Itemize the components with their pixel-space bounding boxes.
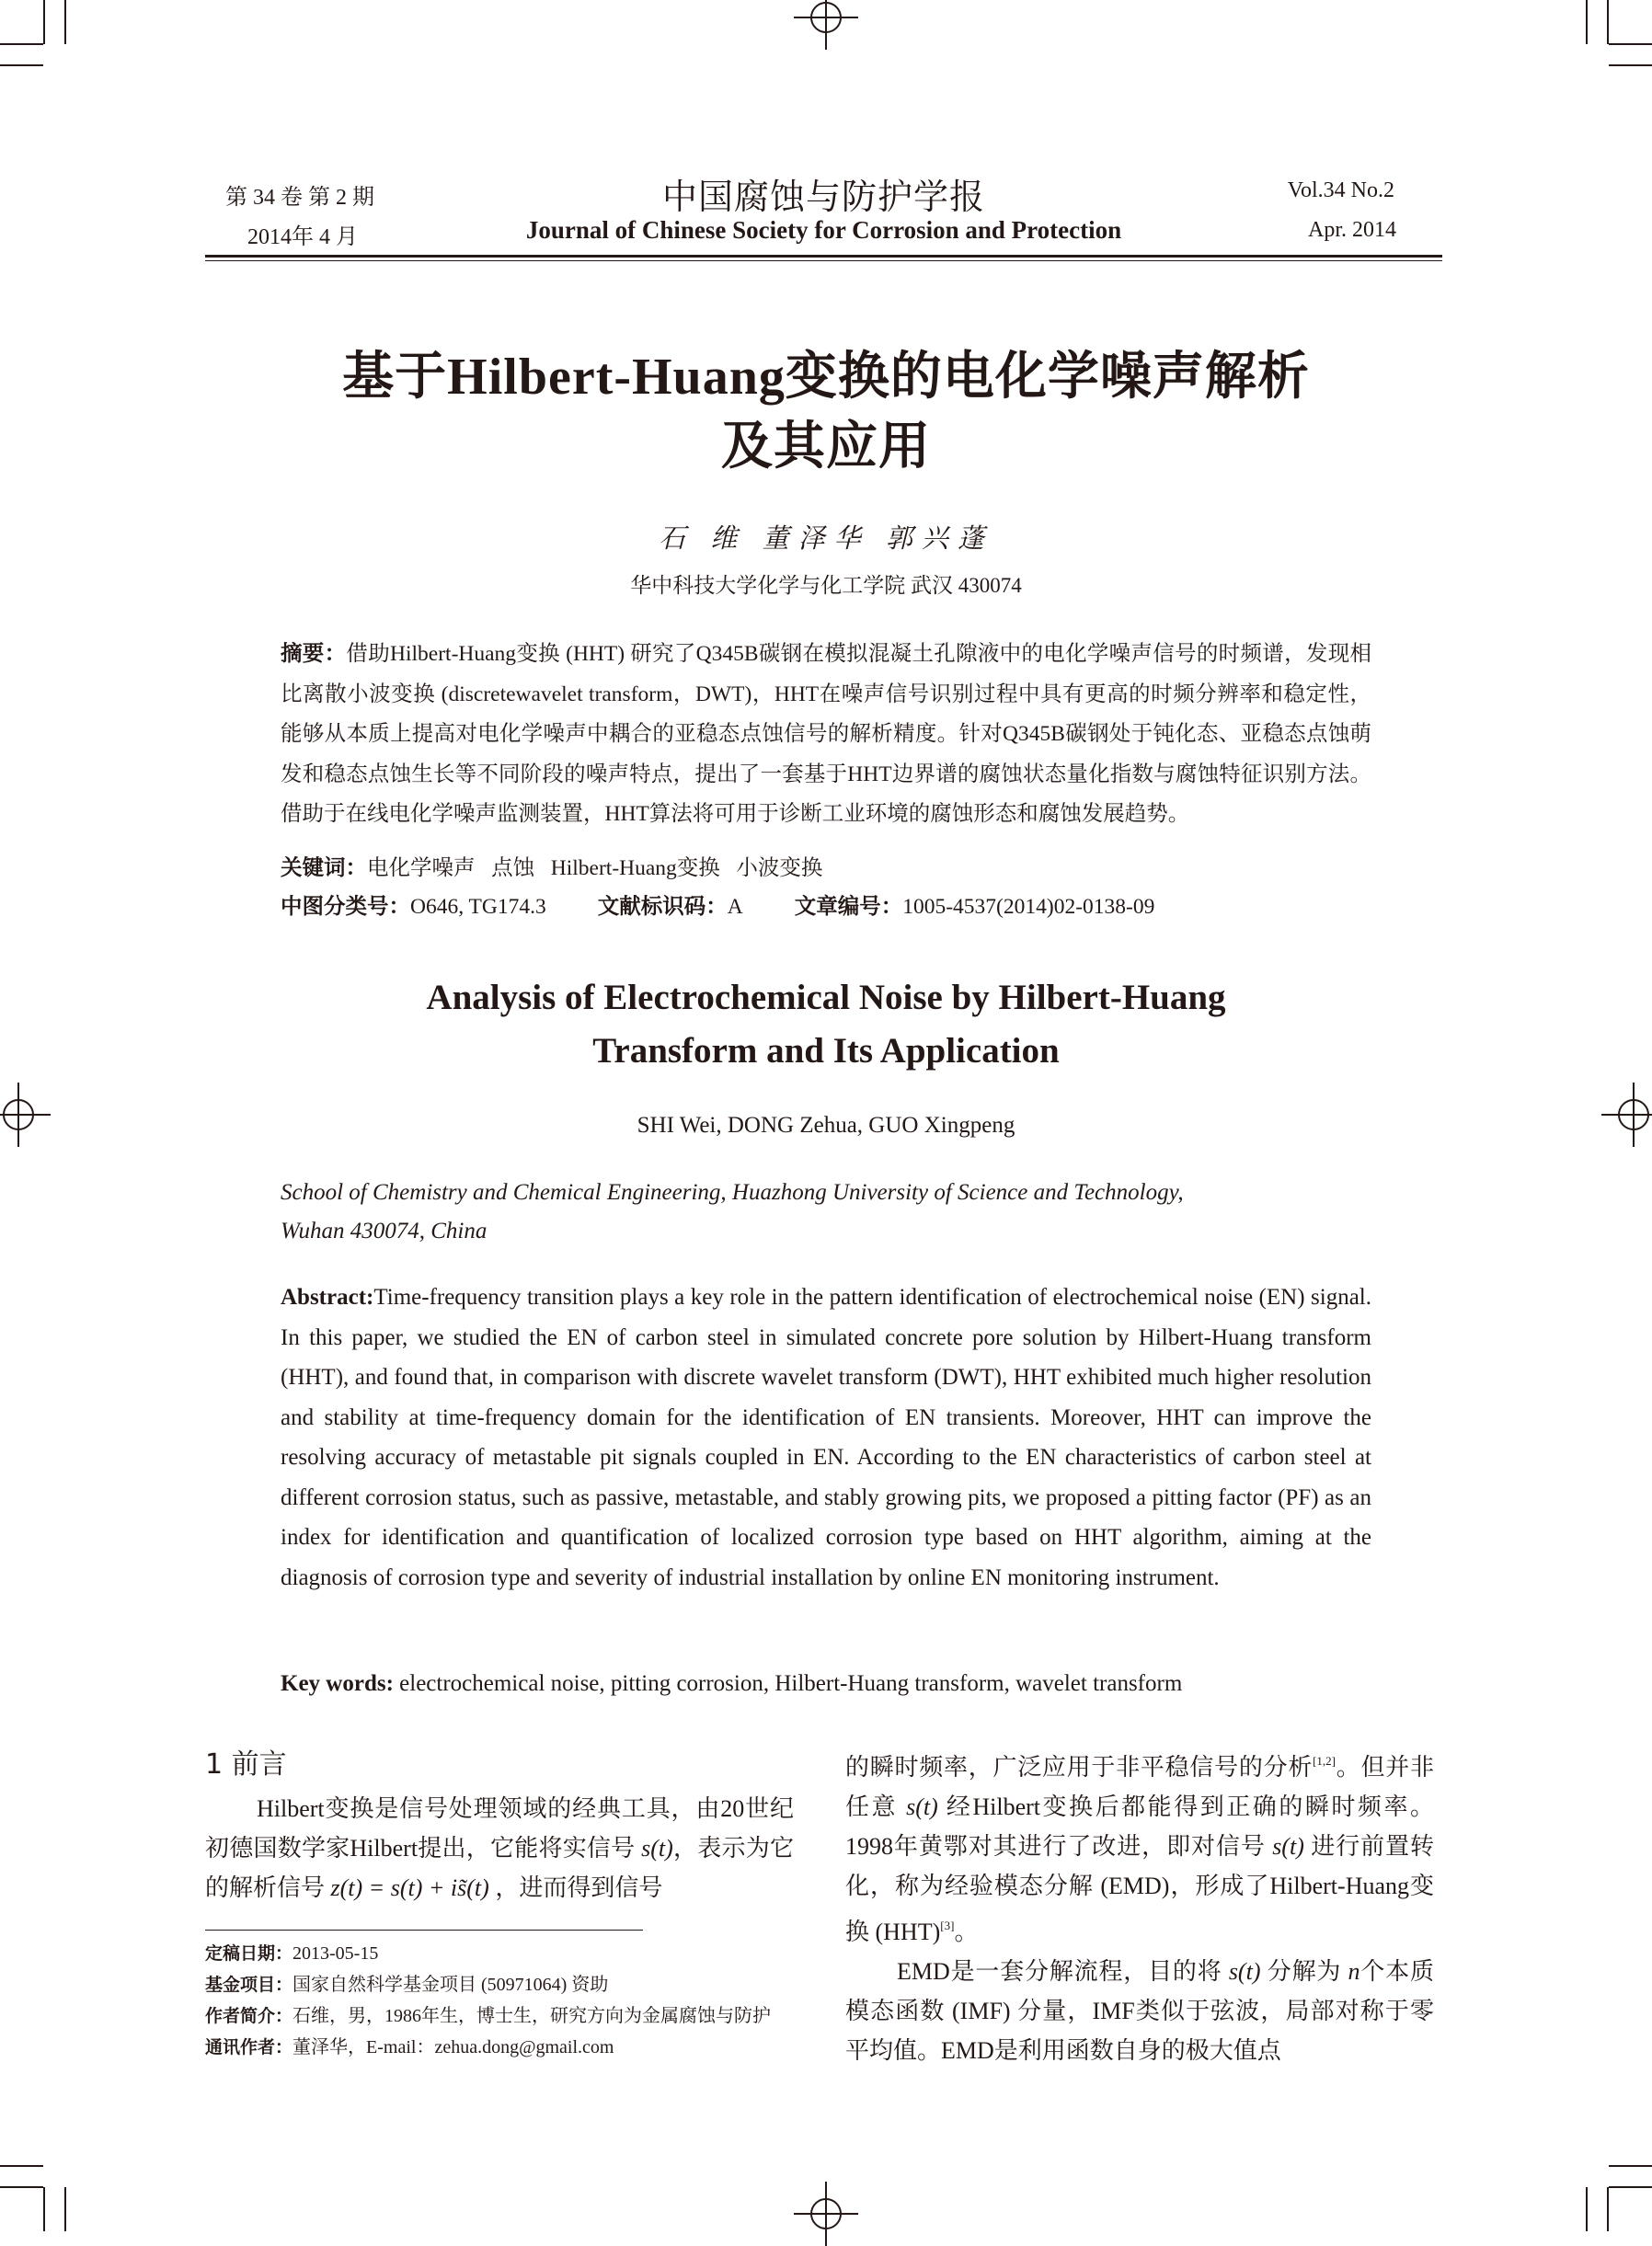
crop-mark: [64, 0, 66, 44]
footnote-item: [205, 2000, 771, 2032]
text-run: 。: [954, 1919, 979, 1945]
body-column-left: [205, 1741, 794, 1908]
crop-mark: [43, 2187, 45, 2231]
running-header: [205, 170, 1442, 255]
abstract-cn-text: 借助Hilbert-Huang变换 (HHT) 研究了Q345B碳钢在模拟混凝土孔隙液中的电化学噪声信号的时频谱，发现相比离散小波变换 (discretewavelet transform，DWT)，HHT在噪声信号识别过程中具有更高的时频分辨率和稳定性，能够从本质上提高对电化学噪声中耦合的亚稳态点蚀信号的解析精度。针对Q345B碳钢处于钝化态、亚稳态点蚀萌发和稳态点蚀生长等不同阶段的噪声特点，提出了一套基于HHT边界谱的腐蚀状态量化指数与腐蚀特征识别方法。借助于在线电化学噪声监测装置，HHT算法将可用于诊断工业环境的腐蚀形态和腐蚀发展趋势。: [281, 642, 1371, 826]
title-en-line1: Analysis of Electrochemical Noise by Hilbert-Huang: [426, 978, 1226, 1017]
doc-code-value: A: [727, 895, 743, 919]
classification-line: [281, 888, 1154, 920]
authors-cn: 石 维 董泽华 郭兴蓬: [659, 524, 993, 554]
text-run: EMD是一套分解流程，目的将: [897, 1958, 1229, 1985]
footnote-item: [205, 2032, 771, 2063]
crop-mark: [1607, 0, 1609, 44]
affiliation-en: [281, 1174, 1384, 1251]
keywords-cn-label: 关键词：: [281, 856, 367, 880]
crop-mark: [0, 2186, 43, 2188]
keywords-cn: [281, 850, 822, 881]
abstract-en-label: Abstract:: [281, 1285, 374, 1310]
article-no-label: 文章编号：: [794, 895, 903, 919]
header-rule: [205, 255, 1442, 258]
article-title-en: [0, 971, 1652, 1078]
footnote-item: [205, 1969, 771, 2000]
affiliation-en-line2: Wuhan 430074, China: [281, 1219, 488, 1243]
keywords-en-label: Key words:: [281, 1671, 394, 1696]
abstract-cn-label: 摘要：: [281, 642, 347, 666]
footnote-label: 通讯作者：: [205, 2037, 293, 2057]
registration-mark-icon: [794, 0, 858, 50]
date-cn: 2014年 4 月: [247, 225, 358, 249]
crop-mark: [43, 0, 45, 44]
body-column-right: [845, 1741, 1434, 2070]
footnote-label: 作者简介：: [205, 2006, 293, 2026]
title-en-line2: Transform and Its Application: [592, 1031, 1060, 1071]
math-expression: s(t): [1272, 1833, 1304, 1860]
text-run: 的瞬时频率，广泛应用于非平稳信号的分析: [845, 1754, 1314, 1781]
paragraph: [205, 1789, 794, 1908]
volume-issue-cn: 第 34 卷 第 2 期: [225, 186, 374, 210]
clc-value: O646, TG174.3: [410, 895, 546, 919]
citation: [3]: [940, 1919, 955, 1932]
text-run: 经Hilbert变换后都能得到正确的瞬时频率。1998年黄鄂对其进行了改进，即对信号: [845, 1793, 1434, 1860]
footnote-value: 2013-05-15: [293, 1943, 379, 1964]
crop-mark: [1609, 64, 1652, 66]
affiliation-en-line1: School of Chemistry and Chemical Engineering, Huazhong University of Science and Technology,: [281, 1180, 1184, 1205]
text-run: 个本质模态函数 (IMF) 分量，IMF类似于弦波，局部对称于零平均值。EMD是利用函数自身的极大值点: [845, 1958, 1434, 2064]
title-cn-line2: 及其应用: [721, 418, 931, 476]
footnote-label: 定稿日期：: [205, 1943, 293, 1964]
crop-mark: [1586, 2187, 1588, 2231]
keywords-en: [281, 1671, 1182, 1697]
footnote-label: 基金项目：: [205, 1975, 293, 1995]
math-expression: n: [1348, 1958, 1360, 1985]
crop-mark: [1609, 43, 1652, 45]
crop-mark: [64, 2187, 66, 2231]
authors-en: SHI Wei, DONG Zehua, GUO Xingpeng: [637, 1113, 1015, 1138]
crop-mark: [0, 2165, 43, 2167]
text-run: 。但并非任意: [845, 1754, 1434, 1820]
text-run: Hilbert变换是信号处理领域的经典工具，由20世纪初德国数学家Hilbert提出，它能将实信号: [205, 1795, 794, 1862]
title-cn-line1: 基于Hilbert-Huang变换的电化学噪声解析: [342, 349, 1310, 406]
paragraph: [845, 1952, 1434, 2070]
crop-mark: [0, 43, 43, 45]
keywords-en-text: electrochemical noise, pitting corrosion, Hilbert-Huang transform, wavelet transform: [393, 1671, 1183, 1696]
abstract-en: [281, 1278, 1371, 1598]
footnote-rule: [205, 1930, 643, 1931]
article-title-cn: [0, 342, 1652, 482]
citation: [1,2]: [1313, 1754, 1337, 1768]
journal-title-en: Journal of Chinese Society for Corrosion and Protection: [525, 216, 1122, 244]
affiliation-cn: 华中科技大学化学与化工学院 武汉 430074: [630, 574, 1022, 597]
header-rule: [205, 260, 1442, 261]
text-run: 分解为: [1260, 1958, 1348, 1985]
abstract-en-text: Time-frequency transition plays a key role in the pattern identification of electrochemical noise (EN) signal. In this paper, we studied the EN of carbon steel in simulated concrete pore solution by Hilbert-Huang transform (HHT), and found that, in comparison with discrete wavelet transform (DWT), HHT exhibited much higher resolution and stability at time-frequency domain for the identification of EN transients. Moreover, HHT can improve the resolving accuracy of metastable pit signals coupled in EN. According to the EN characteristics of carbon steel at different corrosion status, such as passive, metastable, and stably growing pits, we proposed a pitting factor (PF) as an index for identification and quantification of localized corrosion type based on HHT algorithm, aiming at the diagnosis of corrosion type and severity of industrial installation by online EN monitoring instrument.: [281, 1285, 1371, 1590]
crop-mark: [0, 64, 43, 66]
math-expression: z(t) = s(t) + is̃(t): [330, 1874, 489, 1901]
volume-issue-en: Vol.34 No.2: [1287, 178, 1394, 202]
crop-mark: [1609, 2186, 1652, 2188]
crop-mark: [1609, 2165, 1652, 2167]
footnotes: [205, 1938, 771, 2063]
clc-label: 中图分类号：: [281, 895, 410, 919]
paragraph: [845, 1741, 1434, 1952]
doc-code-label: 文献标识码：: [597, 895, 728, 919]
date-en: Apr. 2014: [1308, 218, 1396, 242]
text-run: ，进而得到信号: [488, 1874, 663, 1901]
text-run: 进行前置转化，称为经验模态分解 (EMD)，形成了Hilbert-Huang变换 (HHT): [845, 1833, 1434, 1945]
math-expression: s(t): [906, 1793, 938, 1820]
keywords-cn-text: 电化学噪声 点蚀 Hilbert-Huang变换 小波变换: [367, 856, 823, 880]
section-heading: 1 前言: [205, 1748, 287, 1781]
crop-mark: [1607, 2187, 1609, 2231]
abstract-cn: [281, 635, 1371, 835]
crop-mark: [1586, 0, 1588, 44]
registration-mark-icon: [794, 2182, 858, 2246]
footnote-value: 石维，男，1986年生，博士生，研究方向为金属腐蚀与防护: [293, 2006, 772, 2026]
article-no-value: 1005-4537(2014)02-0138-09: [902, 895, 1155, 919]
footnote-value: 董泽华，E-mail：zehua.dong@gmail.com: [293, 2037, 614, 2057]
footnote-item: [205, 1938, 771, 1969]
text-run: ，表示为它的解析信号: [205, 1835, 794, 1901]
math-expression: s(t): [1228, 1958, 1261, 1985]
journal-title-cn: 中国腐蚀与防护学报: [661, 178, 985, 217]
math-expression: s(t): [641, 1835, 673, 1862]
footnote-value: 国家自然科学基金项目 (50971064) 资助: [293, 1975, 609, 1995]
